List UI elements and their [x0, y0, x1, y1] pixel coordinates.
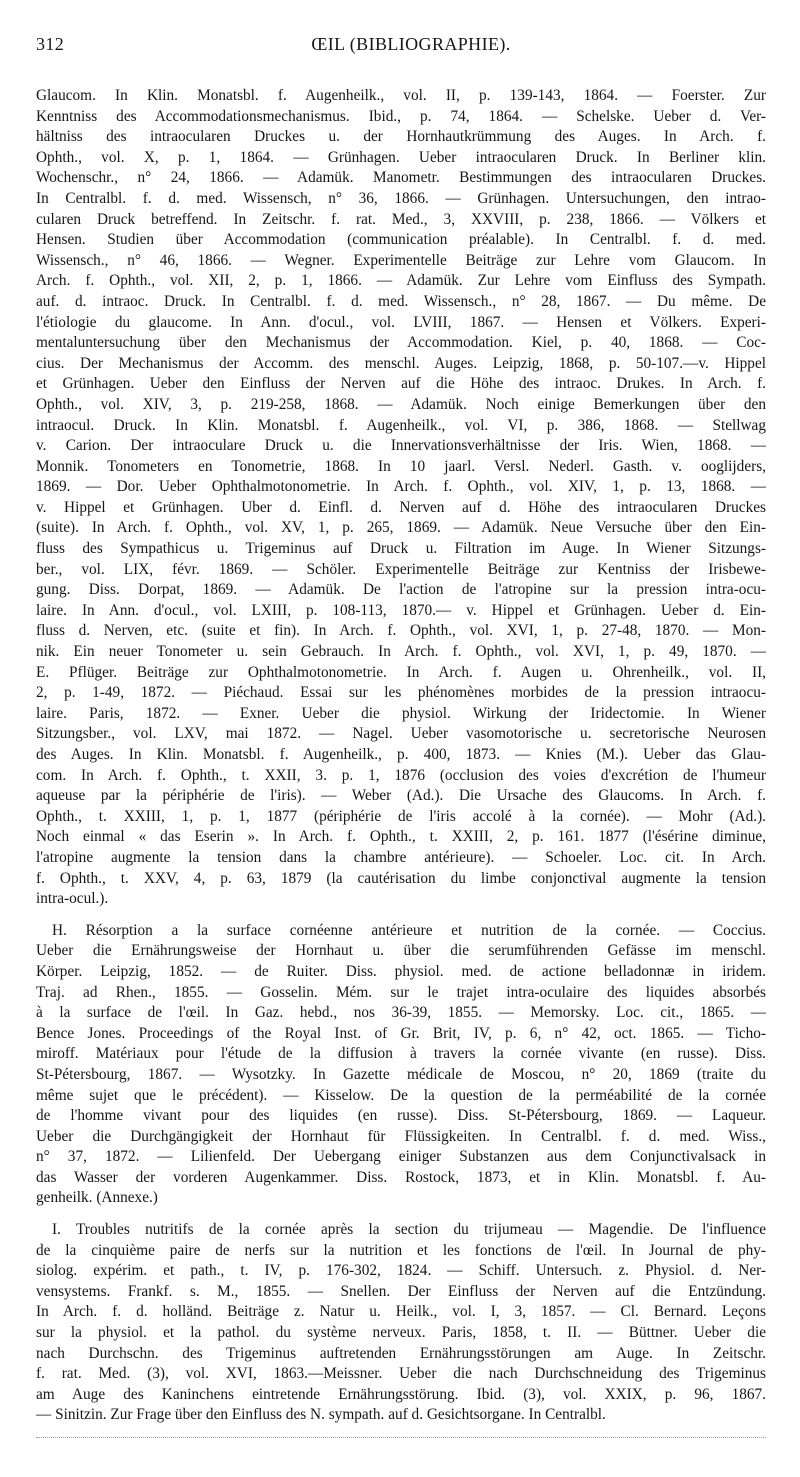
- text-line: I. Troubles nutritifs de la cornée après la section du trijumeau — Magendie. De l'influence: [52, 1221, 766, 1239]
- text-line: Hensen. Studien über Accommodation (communication préalable). In Centralbl. f. d. med.: [36, 231, 766, 249]
- text-line: de l'homme vivant pour des liquides (en russe). Diss. St-Pétersbourg, 1869. — Laqueur.: [36, 1107, 766, 1125]
- text-line: n° 37, 1872. — Lilienfeld. Der Uebergang einiger Substanzen aus dem Conjunctivalsack in: [36, 1148, 766, 1166]
- text-line: am Auge des Kaninchens eintretende Ernährungsstörung. Ibid. (3), vol. XXIX, p. 96, 1867.: [36, 1385, 766, 1403]
- text-line: intraocul. Druck. In Klin. Monatsbl. f. Augenheilk., vol. VI, p. 386, 1868. — Stellwag: [36, 416, 766, 434]
- paragraph-section-i: [36, 1220, 766, 1426]
- text-line: v. Carion. Der intraoculare Druck u. die Innervationsverhältnisse der Iris. Wien, 1868. —: [36, 437, 766, 455]
- text-line: St-Pétersbourg, 1867. — Wysotzky. In Gazette médicale de Moscou, n° 20, 1869 (traite du: [36, 1065, 766, 1083]
- text-line: Körper. Leipzig, 1852. — de Ruiter. Diss. physiol. med. de actione belladonnæ in iridem.: [36, 962, 766, 980]
- bibliography-body: [36, 86, 766, 1426]
- footer-dotted-rule: [36, 1437, 766, 1438]
- text-line: mentaluntersuchung über den Mechanismus der Accommodation. Kiel, p. 40, 1868. — Coc-: [36, 334, 766, 352]
- text-line: cularen Druck betreffend. In Zeitschr. f. rat. Med., 3, XXVIII, p. 238, 1866. — Völkers et: [36, 210, 766, 228]
- text-line: aqueuse par la périphérie de l'iris). — Weber (Ad.). Die Ursache des Glaucoms. In Arch. f.: [36, 787, 766, 805]
- text-line: Traj. ad Rhen., 1855. — Gosselin. Mém. sur le trajet intra-oculaire des liquides absorbés: [36, 983, 766, 1001]
- text-line: E. Pflüger. Beiträge zur Ophthalmotonometrie. In Arch. f. Augen u. Ohrenheilk., vol. II,: [36, 663, 766, 681]
- text-line: sur la physiol. et la pathol. du système nerveux. Paris, 1858, t. II. — Büttner. Ueber die: [36, 1324, 766, 1342]
- text-line: Ophth., t. XXIII, 1, p. 1, 1877 (périphérie de l'iris accolé à la cornée). — Mohr (Ad.).: [36, 807, 766, 825]
- page-number: 312: [36, 34, 65, 54]
- text-line: Ueber die Ernährungsweise der Hornhaut u. über die serumführenden Gefässe im menschl.: [36, 942, 766, 960]
- text-line: miroff. Matériaux pour l'étude de la diffusion à travers la cornée vivante (en russe). Diss.: [36, 1045, 766, 1063]
- text-line: 1869. — Dor. Ueber Ophthalmotonometrie. In Arch. f. Ophth., vol. XIV, 1, p. 13, 1868. —: [36, 478, 766, 496]
- paragraph-gap: [36, 910, 766, 921]
- text-line: Wochenschr., n° 24, 1866. — Adamük. Manometr. Bestimmungen des intraocularen Druckes.: [36, 169, 766, 187]
- text-line: laire. In Ann. d'ocul., vol. LXIII, p. 108-113, 1870.— v. Hippel et Grünhagen. Ueber d. Ein-: [36, 601, 766, 619]
- text-line: In Arch. f. d. holländ. Beiträge z. Natur u. Heilk., vol. I, 3, 1857. — Cl. Bernard. Leçons: [36, 1303, 766, 1321]
- text-line: Ophth., vol. X, p. 1, 1864. — Grünhagen. Ueber intraocularen Druck. In Berliner klin.: [36, 148, 766, 166]
- text-line: cius. Der Mechanismus der Accomm. des menschl. Auges. Leipzig, 1868, p. 50-107.—v. Hippel: [36, 354, 766, 372]
- text-line: v. Hippel et Grünhagen. Uber d. Einfl. d. Nerven auf d. Höhe des intraocularen Druckes: [36, 498, 766, 516]
- text-line: nik. Ein neuer Tonometer u. sein Gebrauch. In Arch. f. Ophth., vol. XVI, 1, p. 49, 1870. —: [36, 643, 766, 661]
- paragraph-gap: [36, 1209, 766, 1220]
- text-line: Kenntniss des Accommodationsmechanismus. Ibid., p. 74, 1864. — Schelske. Ueber d. Ver-: [36, 107, 766, 125]
- text-line: genheilk. (Annexe.): [36, 1189, 158, 1207]
- paragraph-section-h: [36, 921, 766, 1209]
- page-title: ŒIL (BIBLIOGRAPHIE).: [311, 34, 511, 54]
- text-line: das Wasser der vorderen Augenkammer. Diss. Rostock, 1873, et in Klin. Monatsbl. f. Au-: [36, 1168, 766, 1186]
- text-line: et Grünhagen. Ueber den Einfluss der Nerven auf die Höhe des intraoc. Drukes. In Arch. f.: [36, 375, 766, 393]
- text-line: laire. Paris, 1872. — Exner. Ueber die physiol. Wirkung der Iridectomie. In Wiener: [36, 704, 766, 722]
- text-line: In Centralbl. f. d. med. Wissensch, n° 36, 1866. — Grünhagen. Untersuchungen, den intrao-: [36, 189, 766, 207]
- text-line: à la surface de l'œil. In Gaz. hebd., nos 36-39, 1855. — Memorsky. Loc. cit., 1865. —: [36, 1004, 766, 1022]
- text-line: Glaucom. In Klin. Monatsbl. f. Augenheilk., vol. II, p. 139-143, 1864. — Foerster. Zur: [36, 87, 766, 104]
- text-line: Ueber die Durchgängigkeit der Hornhaut für Flüssigkeiten. In Centralbl. f. d. med. Wiss.,: [36, 1127, 766, 1145]
- text-line: ber., vol. LIX, févr. 1869. — Schöler. Experimentelle Beiträge zur Kentniss der Irisbewe-: [36, 560, 766, 578]
- text-line: même sujet que le précédent). — Kisselow. De la question de la perméabilité de la cornée: [36, 1086, 766, 1104]
- text-line: siolog. expérim. et path., t. IV, p. 176-302, 1824. — Schiff. Untersuch. z. Physiol. d. Ner-: [36, 1262, 766, 1280]
- text-line: des Auges. In Klin. Monatsbl. f. Augenheilk., p. 400, 1873. — Knies (M.). Ueber das Glau-: [36, 746, 766, 763]
- text-line: Noch einmal « das Eserin ». In Arch. f. Ophth., t. XXIII, 2, p. 161. 1877 (l'ésérine diminue,: [36, 828, 766, 846]
- text-line: auf. d. intraoc. Druck. In Centralbl. f. d. med. Wissensch., n° 28, 1867. — Du même. De: [36, 292, 766, 310]
- paragraph-glaucom: [36, 86, 766, 910]
- text-line: hältniss des intraocularen Druckes u. der Hornhautkrümmung des Auges. In Arch. f.: [36, 128, 766, 146]
- text-line: Bence Jones. Proceedings of the Royal Inst. of Gr. Brit, IV, p. 6, n° 42, oct. 1865. — Ticho-: [36, 1024, 766, 1042]
- text-line: 2, p. 1-49, 1872. — Piéchaud. Essai sur les phénomènes morbides de la pression intraocu-: [36, 684, 766, 702]
- text-line: gung. Diss. Dorpat, 1869. — Adamük. De l'action de l'atropine sur la pression intra-ocu-: [36, 581, 766, 599]
- text-line: fluss des Sympathicus u. Trigeminus auf Druck u. Filtration im Auge. In Wiener Sitzungs-: [36, 540, 766, 558]
- text-line: Ophth., vol. XIV, 3, p. 219-258, 1868. — Adamük. Noch einige Bemerkungen über den: [36, 395, 766, 413]
- text-line: l'étiologie du glaucome. In Ann. d'ocul., vol. LVIII, 1867. — Hensen et Völkers. Experi-: [36, 313, 766, 331]
- text-line: Wissensch., n° 46, 1866. — Wegner. Experimentelle Beiträge zur Lehre vom Glaucom. In: [36, 251, 766, 269]
- text-line: f. rat. Med. (3), vol. XVI, 1863.—Meissner. Ueber die nach Durchschneidung des Trigeminus: [36, 1365, 766, 1383]
- text-line: (suite). In Arch. f. Ophth., vol. XV, 1, p. 265, 1869. — Adamük. Neue Versuche über den Ein-: [36, 519, 766, 537]
- text-line: intra-ocul.).: [36, 890, 109, 908]
- text-line: f. Ophth., t. XXV, 4, p. 63, 1879 (la cautérisation du limbe conjonctival augmente la tension: [36, 869, 766, 887]
- text-line: Sitzungsber., vol. LXV, mai 1872. — Nagel. Ueber vasomotorische u. secretorische Neurosen: [36, 725, 766, 743]
- text-line: fluss d. Nerven, etc. (suite et fin). In Arch. f. Ophth., vol. XVI, 1, p. 27-48, 1870. — Mon-: [36, 622, 766, 640]
- text-line: com. In Arch. f. Ophth., t. XXII, 3. p. 1, 1876 (occlusion des voies d'excrétion de l'humeur: [36, 766, 766, 784]
- text-line: l'atropine augmente la tension dans la chambre antérieure). — Schoeler. Loc. cit. In Arch.: [36, 848, 766, 866]
- text-line: nach Durchschn. des Trigeminus auftretenden Ernährungsstörungen am Auge. In Zeitschr.: [36, 1344, 766, 1362]
- text-line: de la cinquième paire de nerfs sur la nutrition et les fonctions de l'œil. In Journal de phy-: [36, 1241, 766, 1259]
- text-line: H. Résorption a la surface cornéenne antérieure et nutrition de la cornée. — Coccius.: [52, 921, 766, 939]
- text-line: Monnik. Tonometers en Tonometrie, 1868. In 10 jaarl. Versl. Nederl. Gasth. v. ooglijders,: [36, 457, 766, 475]
- running-head: [36, 30, 766, 60]
- text-line: Arch. f. Ophth., vol. XII, 2, p. 1, 1866. — Adamük. Zur Lehre vom Einfluss des Sympath.: [36, 272, 766, 290]
- text-line: vensystems. Frankf. s. M., 1855. — Snellen. Der Einfluss der Nerven auf die Entzündung.: [36, 1282, 766, 1300]
- text-line: — Sinitzin. Zur Frage über den Einfluss des N. sympath. auf d. Gesichtsorgane. In Centralbl.: [36, 1406, 606, 1424]
